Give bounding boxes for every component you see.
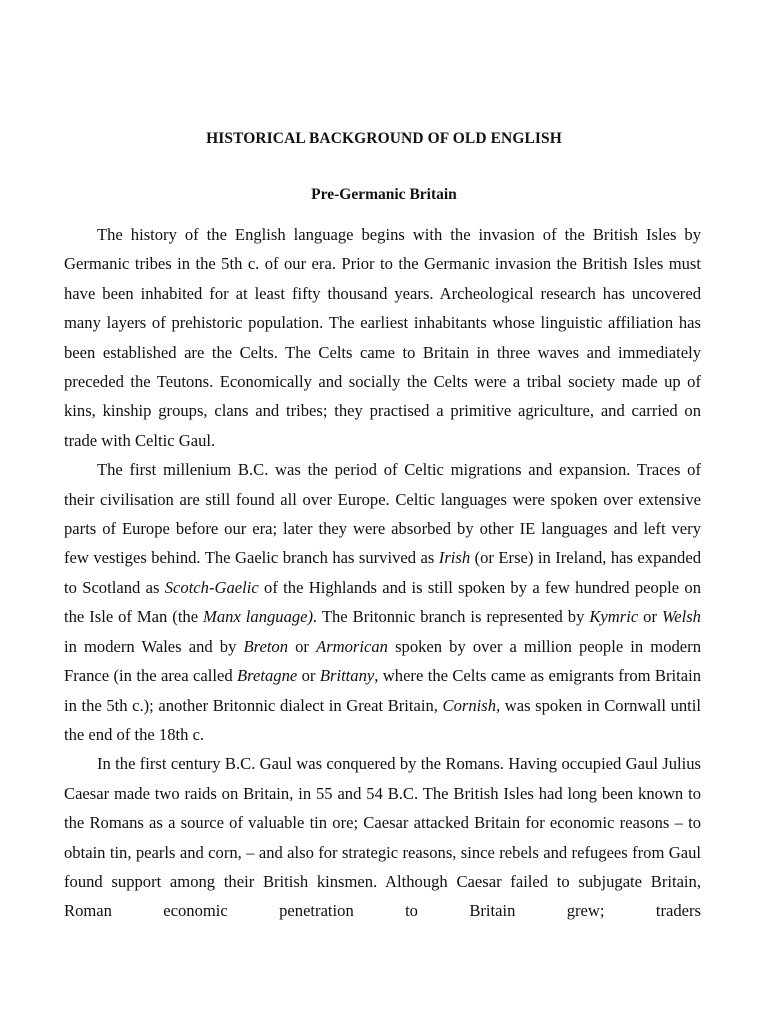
text-run: of the Highlands and is still spoken by a few hundred people on the Isle of Man (the [64,577,701,627]
italic-term: Brittany [319,666,375,686]
italic-term: Cornish, [442,695,501,715]
italic-term: Breton [243,636,289,656]
text-run: in modern Wales and by [64,636,244,656]
text-run: spoken by over a million people in modern France (in the area called [64,636,701,686]
italic-term: Manx language). [203,607,318,627]
text-run: The Britonnic branch is represented by [317,607,590,627]
text-run: The first millenium B.C. was the period of Celtic migrations and expansion. Traces of their civilisation are still found all over Europe. Celtic languages were spoken over extensive parts of Europe before our era; later they were absorbed by other IE languages and left very few vestiges behind. The Gaelic branch has survived as [64,460,701,568]
italic-term: Armorican [316,636,388,656]
italic-term: Welsh [661,607,701,627]
text-run: was spoken in Cornwall until the end of the 18th c. [64,695,701,744]
paragraph [64,749,701,925]
text-run: (or Erse) in Ireland, has expanded to Scotland as [64,548,701,597]
italic-term: Kymric [589,607,639,627]
section-heading: Pre-Germanic Britain [311,186,457,203]
document-title: HISTORICAL BACKGROUND OF OLD ENGLISH [206,130,562,147]
italic-term: Scotch-Gaelic [164,577,259,597]
italic-term: Irish [438,548,471,568]
text-run: or [297,666,320,686]
text-run: In the first century B.C. Gaul was conquered by the Romans. Having occupied Gaul Julius Caesar made two raids on Britain, in 55 and 54 B.C. The British Isles had long been known to the Romans as a source of valuable tin ore; Caesar attacked Britain for economic reasons – to obtain tin, pearls and corn, – and also for strategic reasons, since rebels and refugees from Gaul found support among their British kinsmen. Although Caesar failed to subjugate Britain, Roman economic penetration to Britain grew; traders [64,754,701,921]
paragraph [64,455,701,749]
text-run: or [638,607,662,627]
text-run: , where the Celts came as emigrants from Britain in the 5th c.); another Britonnic dialect in Great Britain, [64,666,702,715]
body-text [64,220,701,926]
text-run: or [288,636,317,656]
italic-term: Bretagne [237,666,298,686]
paragraph [64,220,701,455]
text-run: The history of the English language begins with the invasion of the British Isles by Germanic tribes in the 5th c. of our era. Prior to the Germanic invasion the British Isles must have been inhabited for at least fifty thousand years. Archeological research has uncovered many layers of prehistoric population. The earliest inhabitants whose linguistic affiliation has been established are the Celts. The Celts came to Britain in three waves and immediately preceded the Teutons. Economically and socially the Celts were a tribal society made up of kins, kinship groups, clans and tribes; they practised a primitive agriculture, and carried on trade with Celtic Gaul. [64,225,701,450]
